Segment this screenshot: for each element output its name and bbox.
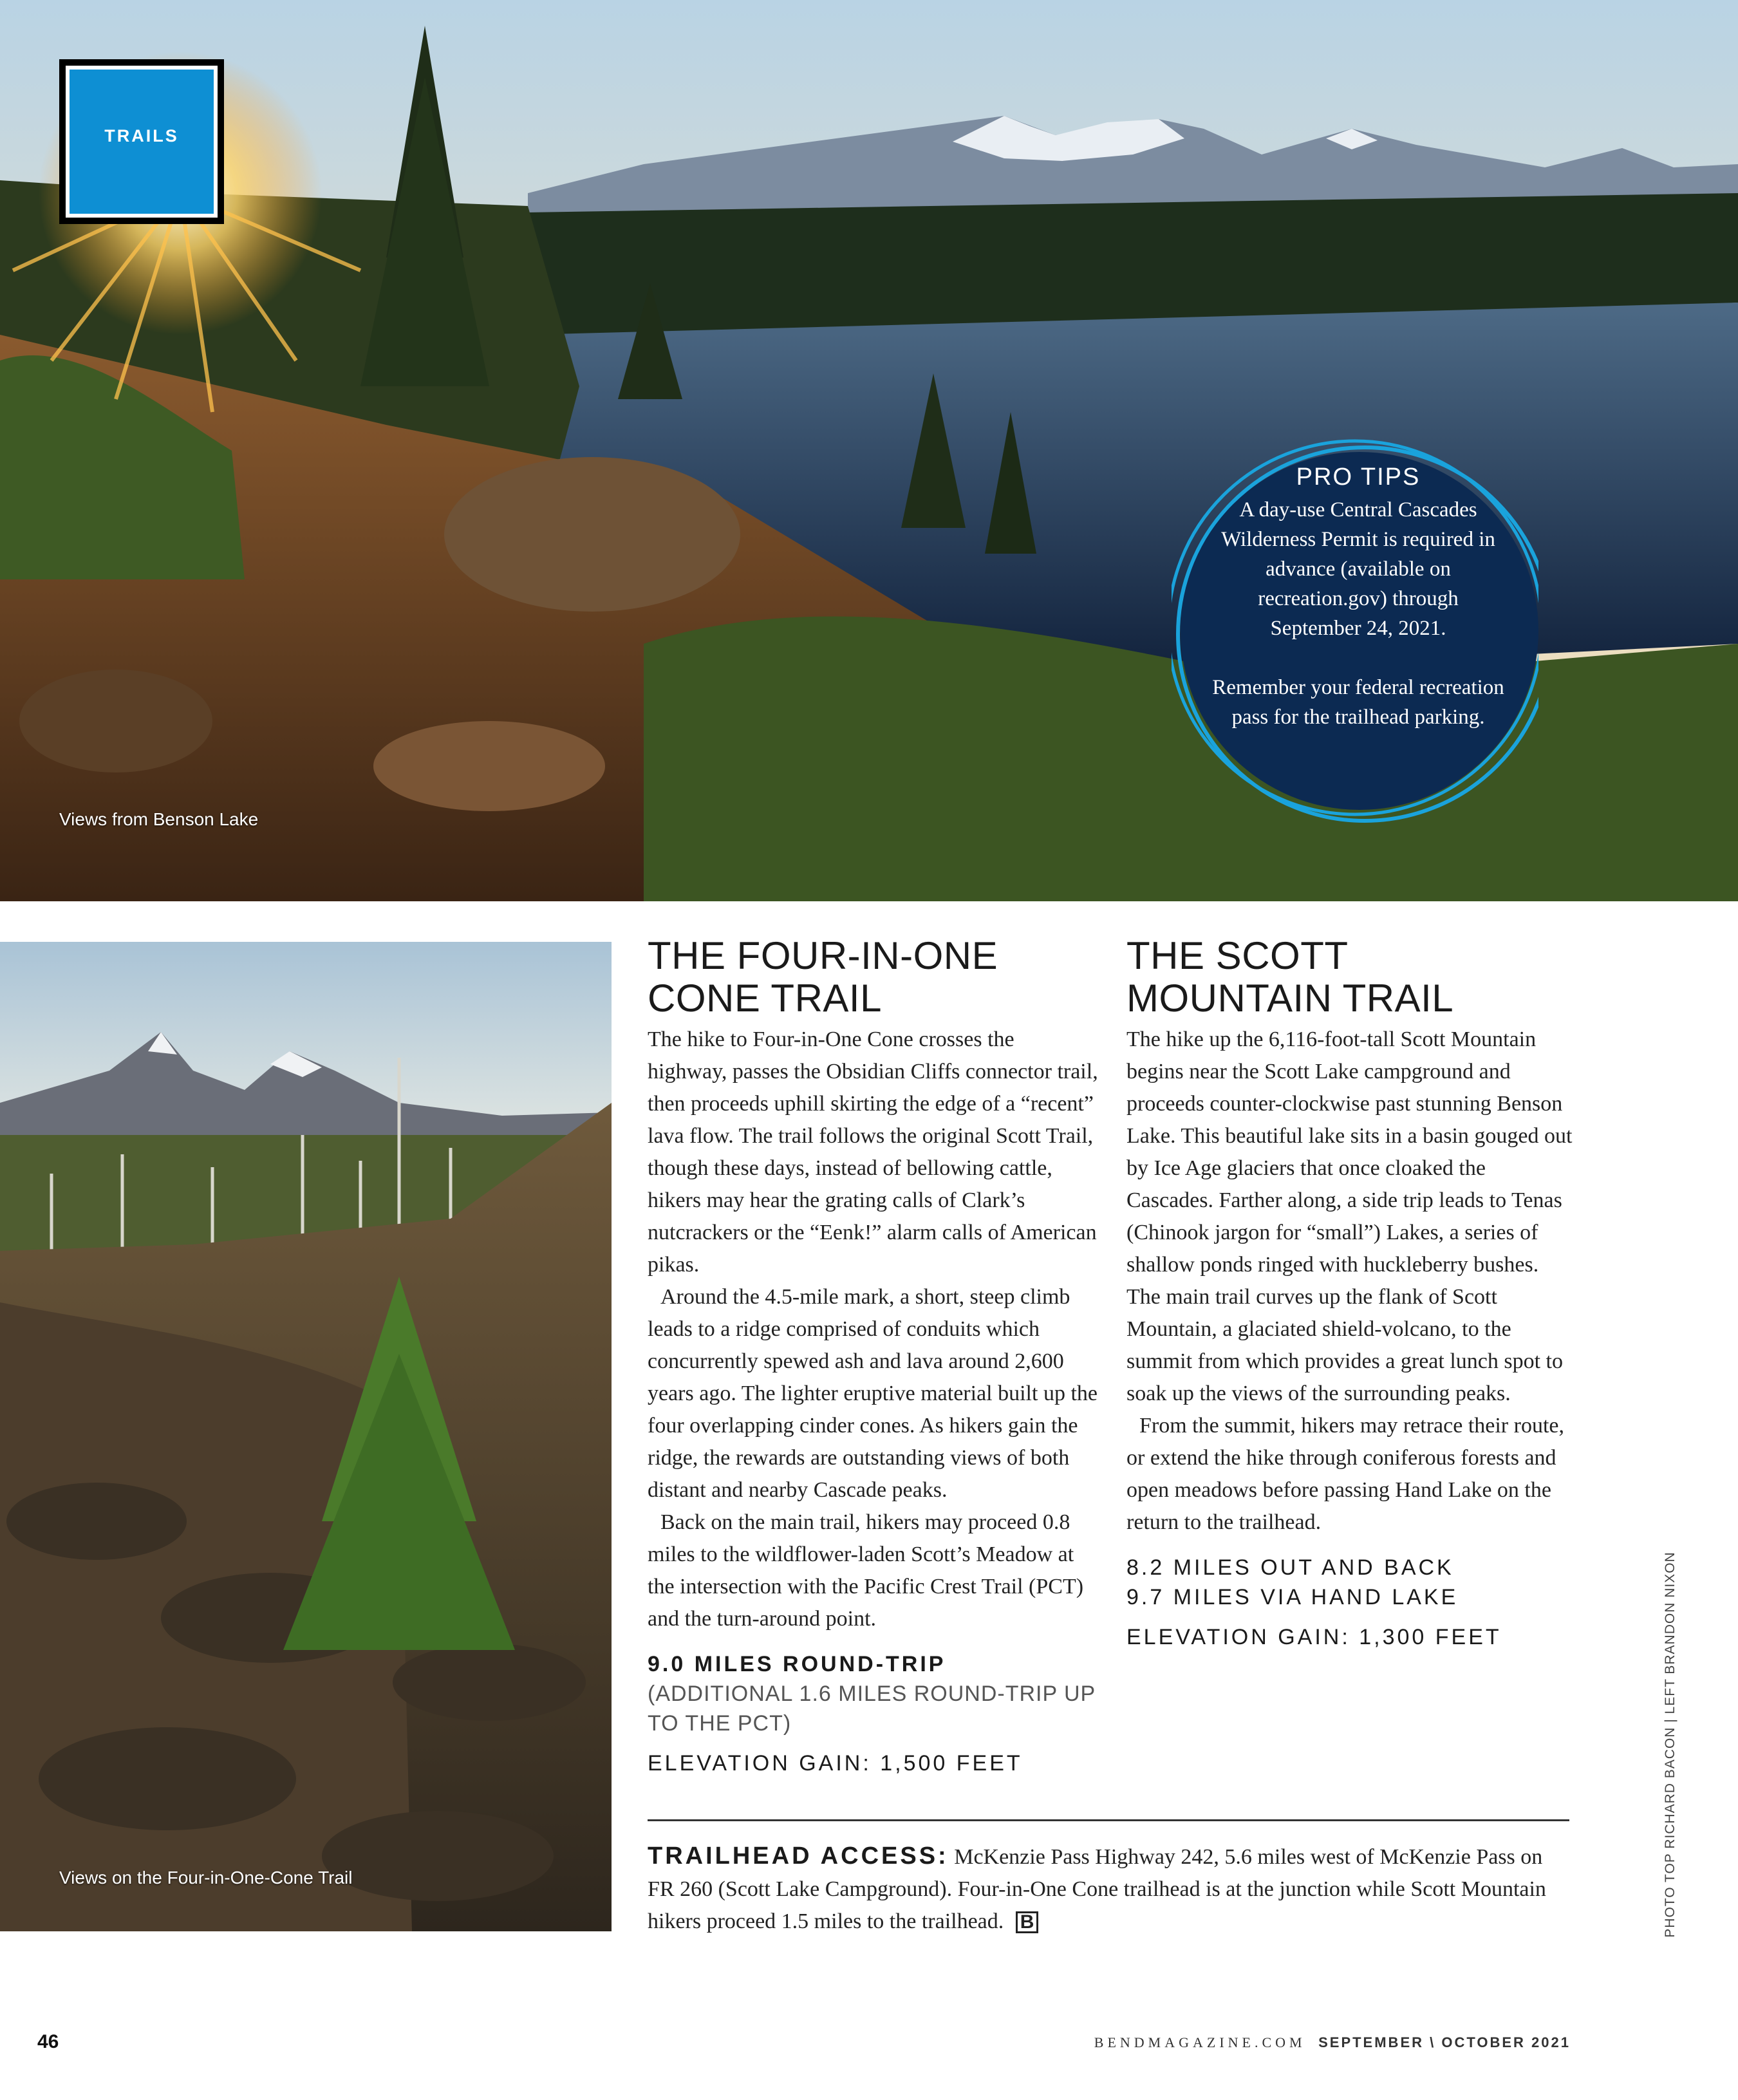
trail1-paragraph-3: Back on the main trail, hikers may proceed 0.8 miles to the wildflower-laden Scott’s Meadow at the intersection with the Pacific Crest Trail (PCT) and the turn-around point.	[648, 1510, 1084, 1631]
trail2-paragraph-2: From the summit, hikers may retrace their route, or extend the hike through coniferous forests and open meadows before passing Hand Lake on the return to the trailhead.	[1126, 1414, 1564, 1534]
page-number: 46	[37, 2031, 59, 2052]
divider-rule	[648, 1819, 1569, 1821]
pro-tips-pass: Remember your federal recreation pass for the trailhead parking.	[1212, 676, 1504, 729]
pro-tips-permit: A day-use Central Cascades Wilderness Permit is required in advance (available on recreation.gov) through September 24, 2021.	[1221, 498, 1495, 640]
footer-site: BENDMAGAZINE.COM	[1094, 2034, 1306, 2050]
trailhead-text: McKenzie Pass Highway 242, 5.6 miles west of McKenzie Pass on FR 260 (Scott Lake Campground). Four-in-One Cone trailhead is at the junction while Scott Mountain hikers proceed 1.5 miles to the trailhead.	[648, 1845, 1546, 1933]
pro-tips-title: PRO TIPS	[1296, 464, 1421, 491]
trail2-paragraph-1: The hike up the 6,116-foot-tall Scott Mountain begins near the Scott Lake campground and proceeds counter-clockwise past stunning Benson Lake. This beautiful lake sits in a basin gouged out by Ice Age glaciers that once cloaked the Cascades. Farther along, a side trip leads to Tenas (Chinook jargon for “small”) Lakes, a series of shallow ponds ringed with huckleberry bushes. The main trail curves up the flank of Scott Mountain, a glaciated shield-volcano, to the summit from which provides a great lunch spot to soak up the views of the surrounding peaks.	[1126, 1027, 1573, 1405]
section-tag	[59, 59, 224, 224]
trail2-title: THE SCOTT MOUNTAIN TRAIL	[1126, 934, 1454, 1020]
trailhead-access	[648, 1840, 1568, 1938]
trail2-distance-line-1: 8.2 MILES OUT AND BACK	[1126, 1555, 1454, 1580]
trail1-elevation: ELEVATION GAIN: 1,500 FEET	[648, 1751, 1023, 1776]
left-photo	[0, 942, 612, 1931]
left-photo-caption: Views on the Four-in-One-Cone Trail	[59, 1868, 353, 1888]
trail2-distance-line-2: 9.7 MILES VIA HAND LAKE	[1126, 1585, 1459, 1609]
trail1-title: THE FOUR-IN-ONE CONE TRAIL	[648, 934, 998, 1020]
trail1-distance-note: (ADDITIONAL 1.6 MILES ROUND-TRIP UP TO THE PCT)	[648, 1682, 1096, 1736]
footer-issue: SEPTEMBER \ OCTOBER 2021	[1318, 2034, 1571, 2050]
trail1-distance	[648, 1649, 1098, 1738]
pro-tips-callout	[1172, 425, 1538, 830]
lava-field-image	[0, 942, 612, 1931]
end-mark-logo: B	[1016, 1911, 1039, 1933]
hero-photo	[0, 0, 1738, 901]
trail2-elevation: ELEVATION GAIN: 1,300 FEET	[1126, 1625, 1502, 1649]
trailhead-label: TRAILHEAD ACCESS:	[648, 1842, 949, 1870]
section-tag-label: TRAILS	[104, 126, 179, 145]
trail2-column	[1126, 935, 1577, 1652]
photo-credit: PHOTO TOP RICHARD BACON | LEFT BRANDON NIXON	[1663, 1552, 1677, 1938]
page-footer	[1094, 2034, 1571, 2051]
trail1-paragraph-1: The hike to Four-in-One Cone crosses the highway, passes the Obsidian Cliffs connector trail, then proceeds uphill skirting the edge of a “recent” lava flow. The trail follows the original Scott Trail, though these days, instead of bellowing cattle, hikers may hear the grating calls of Clark’s nutcrackers or the “Eenk!” alarm calls of American pikas.	[648, 1027, 1098, 1277]
trail1-column	[648, 935, 1098, 1778]
hero-caption: Views from Benson Lake	[59, 809, 259, 829]
trail1-distance-value: 9.0 MILES ROUND-TRIP	[648, 1652, 946, 1676]
trail1-paragraph-2: Around the 4.5-mile mark, a short, steep climb leads to a ridge comprised of conduits which concurrently spewed ash and lava around 2,600 years ago. The lighter eruptive material built up the four overlapping cinder cones. As hikers gain the ridge, the rewards are outstanding views of both distant and nearby Cascade peaks.	[648, 1285, 1098, 1502]
